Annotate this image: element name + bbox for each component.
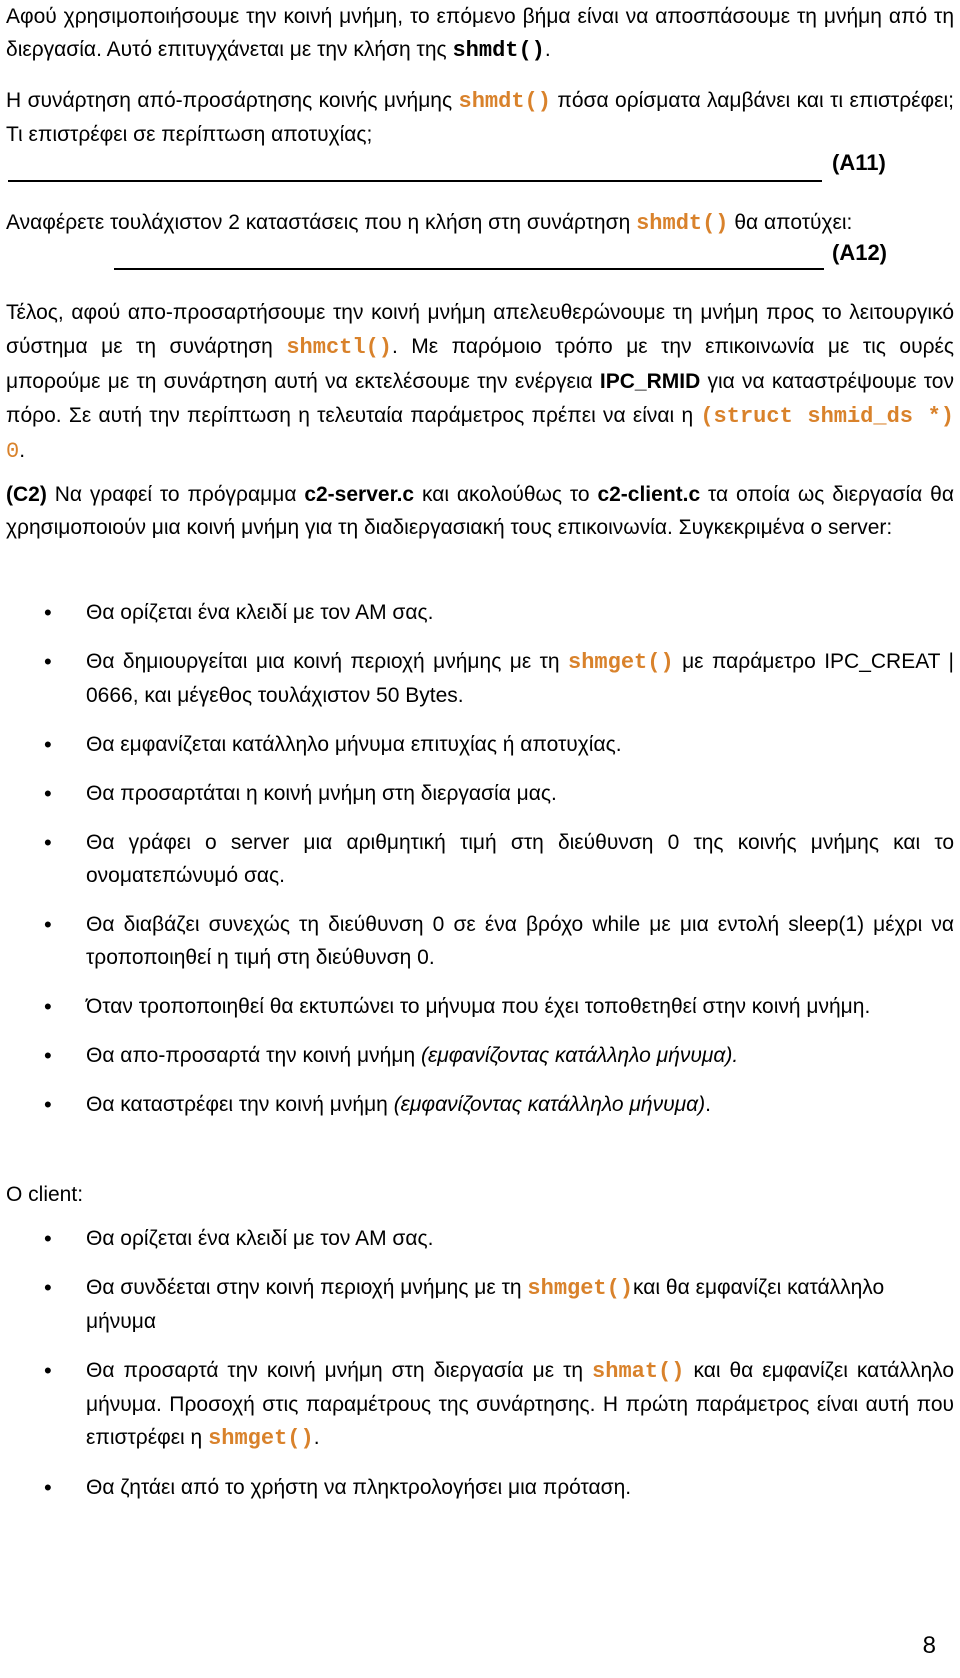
- list-item-text: Θα προσαρτάται η κοινή μνήμη στη διεργασία μας.: [86, 782, 557, 805]
- list-item-text: Θα εμφανίζεται κατάλληλο μήνυμα επιτυχίας ή αποτυχίας.: [86, 733, 622, 756]
- c2-paragraph: [6, 478, 954, 544]
- question-tag-a11: (A11): [832, 150, 886, 175]
- shmctl-text-2: . Με παρόμοιο τρόπο με την επικοινωνία με τις ουρές μπορούμε με τη συνάρτηση αυτή να εκτελέσουμε την ενέργεια: [6, 335, 954, 393]
- answer-line-a11[interactable]: [8, 158, 822, 182]
- q12-code: shmdt(): [636, 211, 729, 236]
- list-item: [6, 908, 954, 974]
- struct-code: (struct shmid_ds *): [700, 404, 954, 429]
- shmctl-text-3: για να καταστρέψουμε τον πόρο. Σε αυτή την περίπτωση η τελευταία παράμετρος πρέπει να είναι η: [6, 370, 954, 427]
- client-requirements-list: [6, 1222, 954, 1504]
- list-item-text: Θα καταστρέφει την κοινή μνήμη: [86, 1093, 394, 1116]
- q11-text-post: πόσα ορίσματα λαμβάνει και τι επιστρέφει; Τι επιστρέφει σε περίπτωση αποτυχίας;: [6, 89, 955, 146]
- c2-tag: (C2): [6, 483, 47, 506]
- answer-line-a12[interactable]: [114, 248, 824, 270]
- list-item: [6, 728, 954, 761]
- list-item-text: Θα προσαρτά την κοινή μνήμη στη διεργασία με τη: [86, 1359, 593, 1382]
- c2-text-2: και ακολούθως το: [414, 483, 598, 506]
- c2-server-file: c2-server.c: [304, 483, 415, 506]
- c2-text-3: τα οποία ως διεργασία θα χρησιμοποιούν μια κοινή μνήμη για τη διαδιεργασιακή τους επικοινωνία. Συγκεκριμένα ο server:: [6, 483, 954, 539]
- shmctl-paragraph: [6, 296, 954, 469]
- list-item-text: Θα ορίζεται ένα κλειδί με τον ΑΜ σας.: [86, 1227, 434, 1250]
- list-item: [6, 990, 954, 1023]
- intro-text: Αφού χρησιμοποιήσουμε την κοινή μνήμη, το επόμενο βήμα είναι να αποσπάσουμε τη μνήμη από τη διεργασία. Αυτό επιτυγχάνεται με την κλήση της: [6, 5, 954, 61]
- question-a11: [6, 84, 954, 151]
- intro-end: .: [544, 38, 551, 61]
- list-item: [6, 777, 954, 810]
- list-item: [6, 1088, 954, 1121]
- question-a12: [6, 206, 954, 240]
- shmget-code: shmget(): [208, 1426, 314, 1451]
- zero-code: 0: [6, 439, 20, 464]
- shmdt-code: shmdt(): [452, 38, 545, 63]
- question-tag-a12: (A12): [832, 240, 888, 265]
- list-item-text: και θα εμφανίζει κατάλληλο μήνυμα: [86, 1276, 885, 1333]
- list-item: [6, 645, 954, 712]
- list-item-text: Θα ζητάει από το χρήστη να πληκτρολογήσει μια πρόταση.: [86, 1476, 632, 1499]
- shmget-code: shmget(): [527, 1276, 634, 1301]
- list-item-end: .: [313, 1426, 320, 1449]
- list-item-text: και θα εμφανίζει κατάλληλο μήνυμα. Προσοχή στις παραμέτρους της συνάρτησης. Η πρώτη παράμετρος είναι αυτή που επιστρέφει η: [86, 1359, 954, 1449]
- q12-text-pre: Αναφέρετε τουλάχιστον 2 καταστάσεις που η κλήση στη συνάρτηση: [6, 211, 637, 234]
- client-label: O client:: [6, 1183, 84, 1206]
- shmget-code: shmget(): [568, 650, 674, 675]
- list-item-text: Θα συνδέεται στην κοινή περιοχή μνήμης με τη: [86, 1276, 528, 1299]
- list-item-text: Θα γράφει ο server μια αριθμητική τιμή στη διεύθυνση 0 της κοινής μνήμης και το ονοματεπώνυμό σας.: [86, 831, 954, 887]
- list-item: [6, 596, 954, 629]
- list-item-text: με παράμετρο IPC_CREAT | 0666, και μέγεθος τουλάχιστον 50 Bytes.: [86, 650, 954, 707]
- page-number: 8: [922, 1632, 936, 1659]
- q12-text-post: θα αποτύχει:: [728, 211, 853, 234]
- list-item-italic: (εμφανίζοντας κατάλληλο μήνυμα): [393, 1093, 706, 1116]
- list-item: [6, 1471, 954, 1504]
- list-item: [6, 1222, 954, 1255]
- list-item-italic: (εμφανίζοντας κατάλληλο μήνυμα).: [420, 1044, 739, 1067]
- list-item-text: Όταν τροποποιηθεί θα εκτυπώνει το μήνυμα που έχει τοποθετηθεί στην κοινή μνήμη.: [86, 995, 871, 1018]
- shmctl-text-1: Τέλος, αφού απο-προσαρτήσουμε την κοινή μνήμη απελευθερώνουμε τη μνήμη προς το λειτουργικό σύστημα με τη συνάρτηση: [6, 301, 954, 358]
- shmctl-text-4: .: [19, 439, 26, 462]
- q11-text-pre: Η συνάρτηση από-προσάρτησης κοινής μνήμης: [6, 89, 459, 112]
- list-item-text: Θα διαβάζει συνεχώς τη διεύθυνση 0 σε ένα βρόχο while με μια εντολή sleep(1) μέχρι να τροποποιηθεί η τιμή στη διεύθυνση 0.: [86, 913, 954, 969]
- list-item: [6, 826, 954, 892]
- intro-paragraph: [6, 0, 954, 67]
- list-item-text: Θα ορίζεται ένα κλειδί με τον ΑΜ σας.: [86, 601, 434, 624]
- list-item-text: Θα απο-προσαρτά την κοινή μνήμη: [86, 1044, 421, 1067]
- list-item: [6, 1039, 954, 1072]
- ipc-rmid: IPC_RMID: [599, 370, 701, 393]
- list-item-end: .: [705, 1093, 711, 1116]
- list-item: [6, 1271, 954, 1338]
- list-item: [6, 1354, 954, 1455]
- server-requirements-list: [6, 596, 954, 1121]
- q11-code: shmdt(): [458, 89, 551, 114]
- c2-client-file: c2-client.c: [597, 483, 701, 506]
- shmat-code: shmat(): [592, 1359, 685, 1384]
- list-item-text: Θα δημιουργείται μια κοινή περιοχή μνήμης με τη: [86, 650, 569, 673]
- shmctl-code: shmctl(): [286, 335, 392, 360]
- c2-text-1: Να γραφεί το πρόγραμμα: [46, 483, 305, 506]
